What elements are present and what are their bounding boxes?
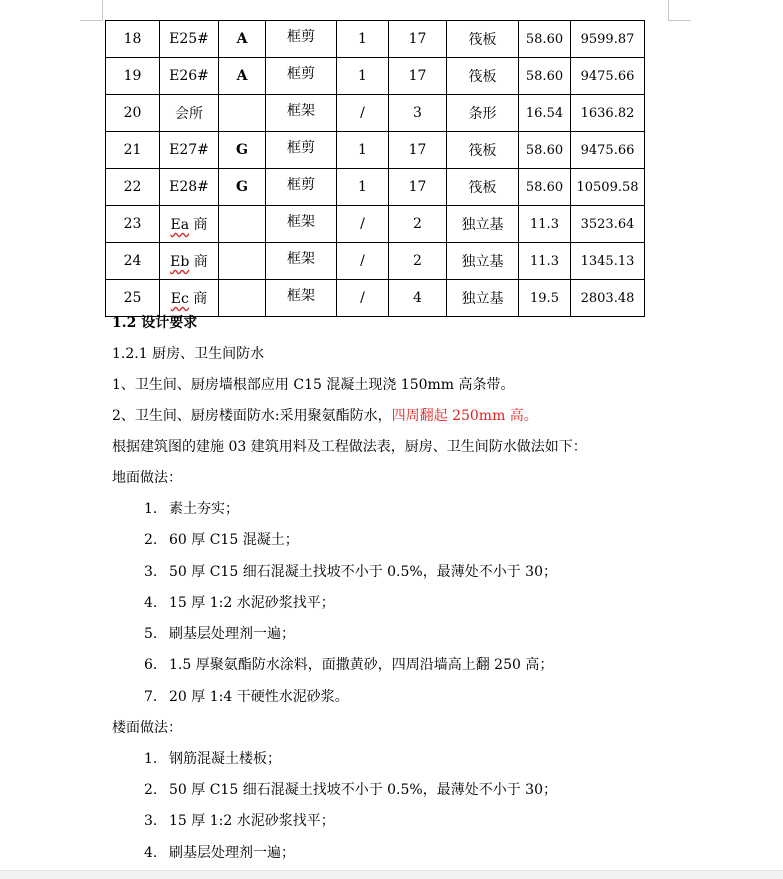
subsection-heading: 1.2.1 厨房、卫生间防水 [112,346,265,362]
cell-count: / [337,243,389,280]
list-text: 20 厚 1:4 干硬性水泥砂浆。 [169,689,349,705]
cell-name [160,206,219,243]
cell-no: 18 [106,21,160,58]
cell-floors: 17 [389,58,447,95]
cell-name-suffix: 商 [189,254,208,270]
list-text: 15 厚 1:2 水泥砂浆找平； [169,813,335,829]
cell-category [219,95,266,132]
list-number: 4. [144,845,158,861]
cell-name: 会所 [160,95,219,132]
crop-mark-top-left [80,0,103,21]
cell-category: A [219,58,266,95]
spellcheck-word: Ea [170,217,190,233]
table-row [106,169,645,206]
cell-foundation: 筏板 [447,58,519,95]
cell-no: 25 [106,280,160,317]
list-text: 素土夯实； [169,501,239,517]
table-row [106,132,645,169]
list-number: 3. [144,564,158,580]
cell-area: 9475.66 [571,132,645,169]
cell-area: 3523.64 [571,206,645,243]
cell-category: G [219,169,266,206]
cell-name-suffix: 商 [188,291,208,307]
cell-structure: 框剪 [266,169,337,206]
cell-count: 1 [337,169,389,206]
crop-mark-top-right [668,0,691,21]
cell-no: 20 [106,95,160,132]
cell-area: 2803.48 [571,280,645,317]
cell-name: E28# [160,169,219,206]
floor-method-label: 楼面做法： [112,720,182,736]
cell-structure: 框剪 [266,132,337,169]
cell-structure: 框架 [266,280,337,317]
cell-no: 24 [106,243,160,280]
cell-floors: 2 [389,243,447,280]
list-text: 50 厚 C15 细石混凝土找坡不小于 0.5%，最薄处不小于 30； [169,782,557,798]
cell-no: 22 [106,169,160,206]
cell-count: / [337,95,389,132]
list-number: 1. [144,501,158,517]
table-row [106,206,645,243]
cell-category [219,206,266,243]
list-item [144,499,239,519]
list-item [144,749,281,769]
list-number: 3. [144,813,158,829]
cell-name: E25# [160,21,219,58]
cell-category: A [219,21,266,58]
list-item [144,811,335,831]
list-text: 刷基层处理剂一遍； [169,626,295,642]
cell-count: 1 [337,58,389,95]
list-number: 4. [144,595,158,611]
cell-height: 58.60 [519,132,571,169]
cell-no: 21 [106,132,160,169]
paragraph-text: 2、卫生间、厨房楼面防水:采用聚氨酯防水， [112,408,392,424]
list-item [144,530,299,550]
cell-foundation: 筏板 [447,169,519,206]
cell-structure: 框剪 [266,21,337,58]
paragraph [112,406,538,426]
table-row [106,95,645,132]
cell-height: 16.54 [519,95,571,132]
list-item [144,593,335,613]
cell-foundation: 条形 [447,95,519,132]
list-item [144,843,295,863]
cell-structure: 框架 [266,206,337,243]
cell-foundation: 独立基 [447,243,519,280]
table-row [106,280,645,317]
list-number: 2. [144,532,158,548]
list-number: 7. [144,689,158,705]
cell-name: E26# [160,58,219,95]
building-table [105,20,645,317]
list-text: 50 厚 C15 细石混凝土找坡不小于 0.5%，最薄处不小于 30； [169,564,557,580]
list-item [144,687,349,707]
cell-count: 1 [337,132,389,169]
cell-foundation: 独立基 [447,206,519,243]
cell-height: 58.60 [519,169,571,206]
cell-name [160,243,219,280]
cell-height: 19.5 [519,280,571,317]
cell-structure: 框剪 [266,58,337,95]
cell-structure: 框架 [266,95,337,132]
section-heading: 1.2 设计要求 [112,315,198,331]
cell-category: G [219,132,266,169]
list-item [144,655,553,675]
cell-floors: 17 [389,21,447,58]
cell-floors: 2 [389,206,447,243]
cell-floors: 17 [389,169,447,206]
list-text: 60 厚 C15 混凝土； [169,532,299,548]
cell-name [160,280,219,317]
cell-height: 11.3 [519,206,571,243]
cell-floors: 17 [389,132,447,169]
table-row [106,58,645,95]
cell-area: 10509.58 [571,169,645,206]
cell-area: 1345.13 [571,243,645,280]
list-text: 钢筋混凝土楼板； [169,751,281,767]
cell-foundation: 筏板 [447,132,519,169]
cell-floors: 3 [389,95,447,132]
cell-height: 58.60 [519,58,571,95]
cell-name: E27# [160,132,219,169]
ground-method-label: 地面做法： [112,470,182,486]
spellcheck-word: Eb [170,254,190,270]
cell-foundation: 独立基 [447,280,519,317]
spellcheck-word: Ec [170,291,189,307]
list-number: 6. [144,657,158,673]
cell-no: 23 [106,206,160,243]
paragraph: 1、卫生间、厨房墙根部应用 C15 混凝土现浇 150mm 高条带。 [112,377,515,393]
list-number: 2. [144,782,158,798]
page-bottom-edge [0,870,783,879]
cell-height: 11.3 [519,243,571,280]
list-text: 1.5 厚聚氨酯防水涂料，面撒黄砂，四周沿墙高上翻 250 高； [169,657,554,673]
cell-count: / [337,206,389,243]
cell-category [219,243,266,280]
cell-area: 1636.82 [571,95,645,132]
list-number: 1. [144,751,158,767]
list-text: 15 厚 1:2 水泥砂浆找平； [169,595,335,611]
cell-structure: 框架 [266,243,337,280]
list-text: 刷基层处理剂一遍； [169,845,295,861]
cell-count: 1 [337,21,389,58]
cell-category [219,280,266,317]
cell-area: 9599.87 [571,21,645,58]
table-row [106,21,645,58]
paragraph: 根据建筑图的建施 03 建筑用料及工程做法表，厨房、卫生间防水做法如下： [112,439,587,455]
highlight-text: 四周翻起 250mm 高。 [391,408,538,424]
cell-height: 58.60 [519,21,571,58]
cell-foundation: 筏板 [447,21,519,58]
cell-area: 9475.66 [571,58,645,95]
cell-count: / [337,280,389,317]
list-item [144,624,295,644]
list-item [144,780,557,800]
table-row [106,243,645,280]
cell-name-suffix: 商 [189,217,208,233]
list-number: 5. [144,626,158,642]
cell-no: 19 [106,58,160,95]
cell-floors: 4 [389,280,447,317]
list-item [144,562,557,582]
